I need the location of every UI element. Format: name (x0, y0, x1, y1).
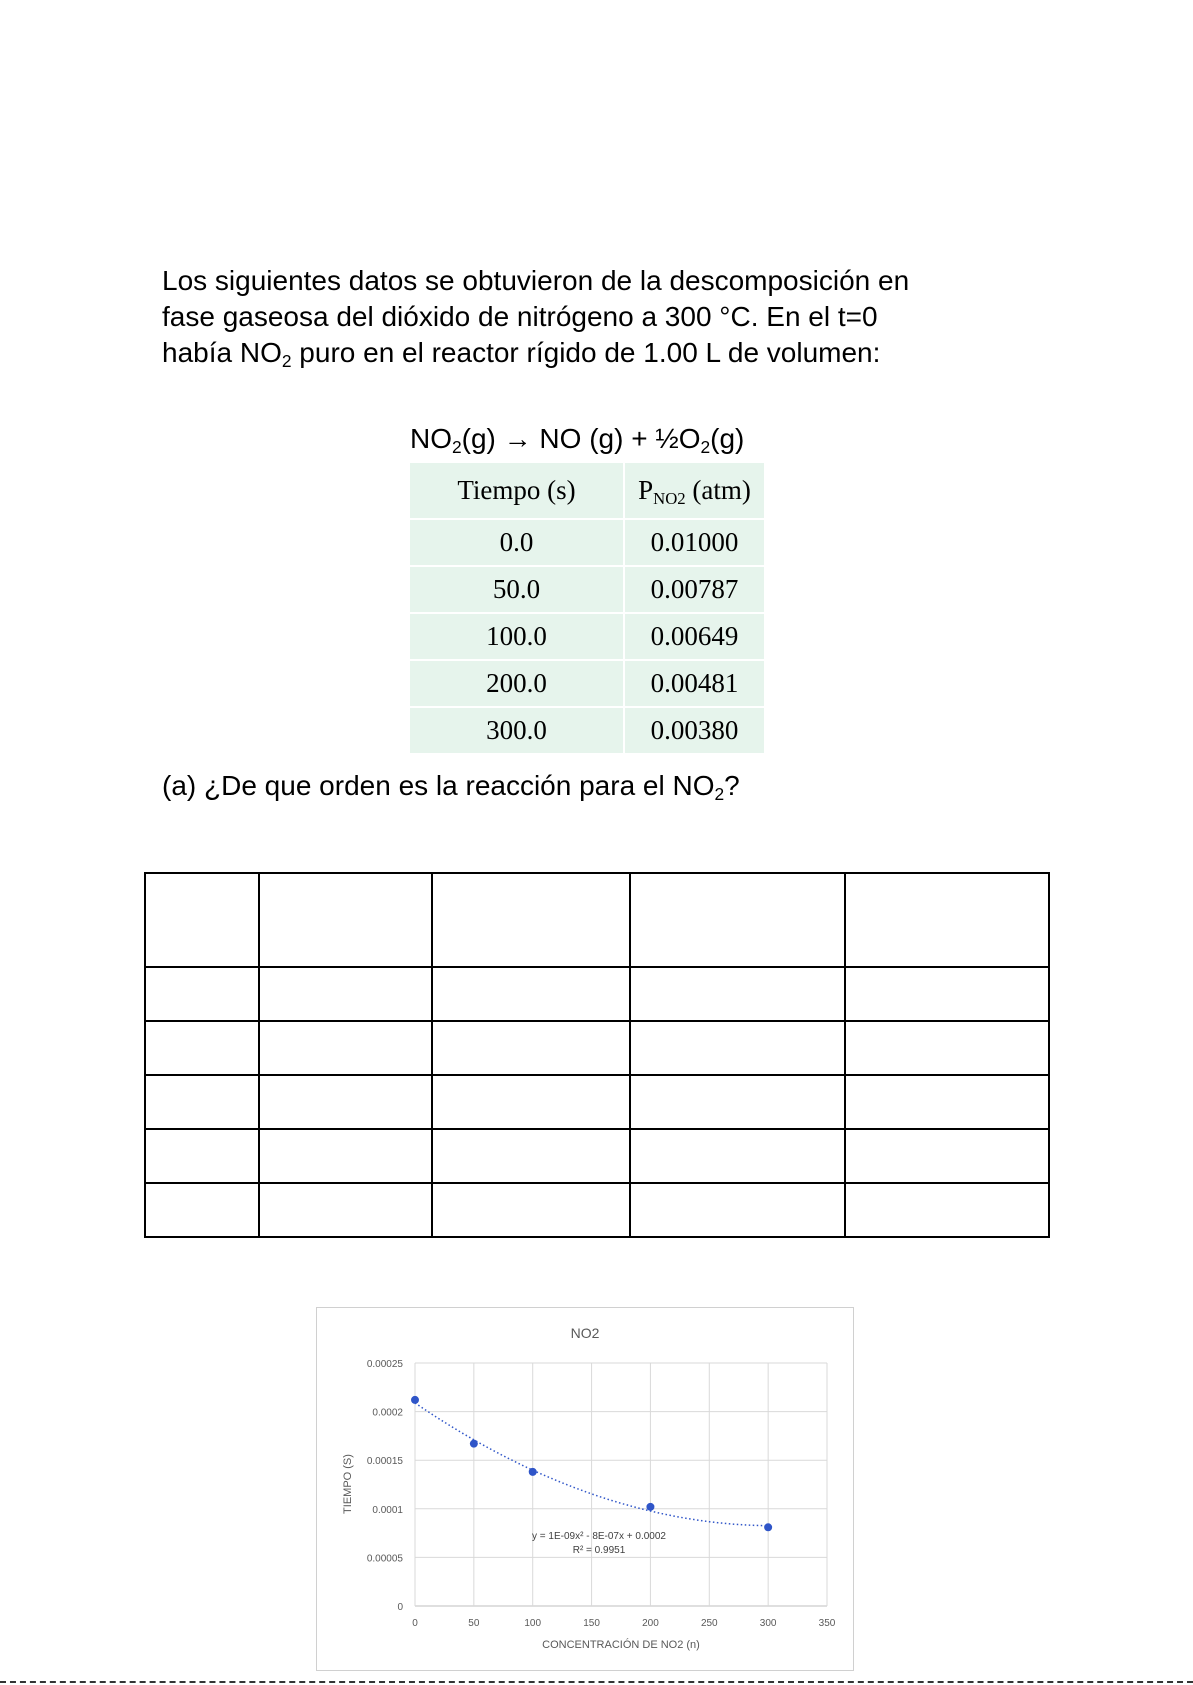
empty-cell[interactable] (432, 1183, 630, 1237)
time-cell: 300.0 (410, 707, 624, 753)
empty-cell[interactable] (145, 967, 259, 1021)
table-header-row (410, 463, 764, 519)
no2-chart (316, 1307, 854, 1671)
y-tick-label: 0.0002 (372, 1407, 403, 1419)
pressure-cell: 0.00787 (624, 566, 764, 613)
empty-cell[interactable] (259, 1129, 433, 1183)
empty-cell[interactable] (630, 1021, 846, 1075)
empty-cell[interactable] (145, 1021, 259, 1075)
x-tick-label: 200 (642, 1618, 659, 1629)
data-point (470, 1440, 478, 1448)
empty-cell[interactable] (845, 1021, 1049, 1075)
empty-cell[interactable] (432, 1075, 630, 1129)
x-tick-label: 150 (583, 1618, 600, 1629)
pressure-cell: 0.01000 (624, 519, 764, 566)
reaction-equation: $NO_2(g)$ → NO $(g) + \frac{1}{2}O_2(g)$ (410, 423, 745, 458)
trendline-r2: R² = 0.9951 (572, 1545, 626, 1556)
time-cell: 0.0 (410, 519, 624, 566)
empty-cell[interactable] (259, 967, 433, 1021)
x-tick-label: 300 (759, 1618, 777, 1629)
empty-cell[interactable] (432, 1129, 630, 1183)
x-axis-label: CONCENTRACIÓN DE NO2 (n) (542, 1639, 700, 1651)
x-tick-label: 100 (524, 1618, 542, 1629)
header-pressure: $P_{NO2}$ (atm) (624, 463, 764, 519)
empty-cell[interactable] (845, 1075, 1049, 1129)
pressure-cell: 0.00380 (650, 715, 739, 745)
table-row (145, 967, 1049, 1021)
table-row (410, 613, 764, 660)
x-tick-label: 0 (412, 1618, 418, 1629)
time-cell: 100.0 (410, 613, 624, 660)
empty-cell[interactable] (432, 967, 630, 1021)
empty-cell[interactable] (630, 967, 846, 1021)
y-tick-label: 0.0001 (372, 1504, 403, 1516)
x-tick-label: 50 (468, 1618, 480, 1629)
table-row (410, 660, 764, 707)
pressure-cell: 0.00649 (624, 613, 764, 660)
empty-cell[interactable] (259, 873, 433, 967)
empty-cell[interactable] (432, 1021, 630, 1075)
question-a: (a) ¿De que orden es la reacción para el $NO_2$? (162, 770, 740, 805)
empty-cell[interactable] (259, 1021, 433, 1075)
empty-cell[interactable] (432, 873, 630, 967)
intro-line-3: había $NO_2$ puro en el reactor rígido de 1.00 L de volumen: (162, 337, 881, 372)
intro-line-1: Los siguientes datos se obtuvieron de la descomposición en (162, 265, 910, 296)
empty-cell[interactable] (145, 1183, 259, 1237)
table-row (410, 707, 764, 753)
empty-cell[interactable] (145, 1129, 259, 1183)
intro-paragraph (162, 263, 1062, 371)
table-row (145, 1021, 1049, 1075)
chart-svg (317, 1308, 853, 1670)
pressure-data-table (410, 463, 764, 753)
table-row (145, 873, 1049, 967)
intro-line-2: fase gaseosa del dióxido de nitrógeno a 300 °C. En el t=0 (162, 301, 878, 332)
empty-cell[interactable] (845, 1183, 1049, 1237)
empty-cell[interactable] (145, 873, 259, 967)
empty-cell[interactable] (145, 1075, 259, 1129)
trendline-equation: y = 1E-09x² - 8E-07x + 0.0002 (532, 1531, 666, 1542)
table-row (410, 566, 764, 613)
data-point (646, 1503, 654, 1511)
empty-cell[interactable] (845, 873, 1049, 967)
y-tick-label: 0.00005 (366, 1553, 403, 1565)
y-axis-label: TIEMPO (S) (342, 1454, 354, 1514)
empty-answer-table (144, 872, 1050, 1238)
empty-cell[interactable] (259, 1183, 433, 1237)
data-point (529, 1468, 537, 1476)
empty-cell[interactable] (630, 1183, 846, 1237)
empty-cell[interactable] (845, 1129, 1049, 1183)
y-tick-label: 0.00015 (366, 1456, 403, 1468)
y-tick-label: 0 (397, 1602, 403, 1613)
table-row (145, 1075, 1049, 1129)
time-cell: 200.0 (410, 660, 624, 707)
time-cell: 50.0 (410, 566, 624, 613)
empty-cell[interactable] (630, 873, 846, 967)
x-tick-label: 350 (818, 1618, 836, 1629)
header-time: Tiempo (s) (410, 463, 624, 519)
empty-cell[interactable] (630, 1129, 846, 1183)
page-bottom-border (0, 1681, 1193, 1685)
x-tick-label: 250 (700, 1618, 718, 1629)
data-point (411, 1396, 419, 1404)
table-row (410, 519, 764, 566)
pressure-cell: 0.00481 (624, 660, 764, 707)
y-tick-label: 0.00025 (366, 1359, 403, 1370)
data-point (764, 1523, 772, 1531)
table-row (145, 1183, 1049, 1237)
empty-cell[interactable] (845, 967, 1049, 1021)
table-row (145, 1129, 1049, 1183)
empty-cell[interactable] (630, 1075, 846, 1129)
chart-title: NO2 (570, 1325, 600, 1341)
empty-cell[interactable] (259, 1075, 433, 1129)
